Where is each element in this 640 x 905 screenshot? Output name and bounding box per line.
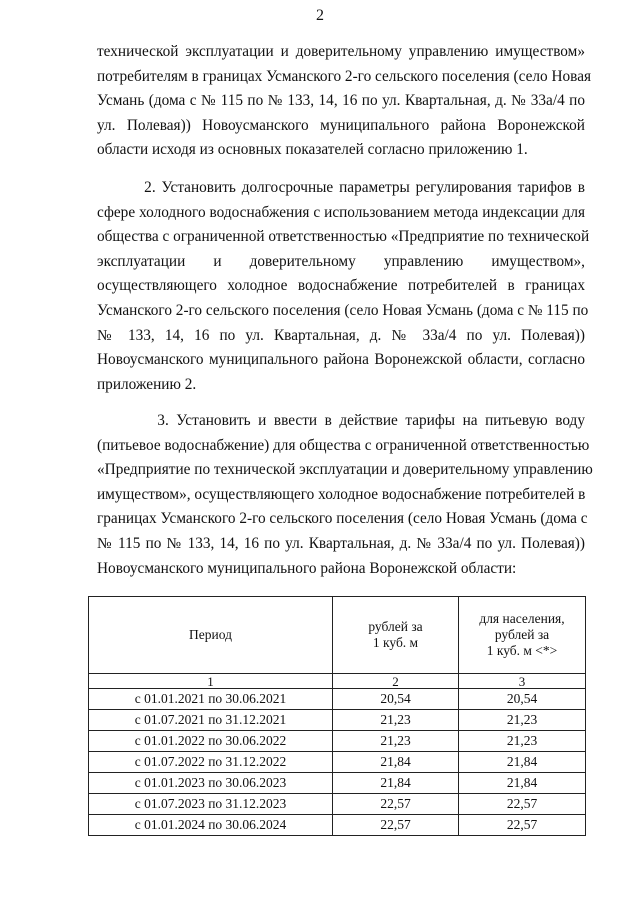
- table-row: [89, 773, 586, 794]
- table-row: [89, 752, 586, 773]
- text-line: 2. Установить долгосрочные параметры регулирования тарифов в: [97, 179, 585, 196]
- cell-rub: 21,84: [333, 773, 459, 794]
- table-row: [89, 731, 586, 752]
- cell-rub: 21,23: [333, 731, 459, 752]
- text-line: области исходя из основных показателей согласно приложению 1.: [97, 141, 528, 159]
- paragraph-intro-continuation: [97, 40, 592, 163]
- cell-population: 22,57: [459, 815, 586, 836]
- text-line: Новоусманского муниципального района Воронежской области, согласно: [97, 351, 585, 369]
- text-line: потребителям в границах Усманского 2-го сельского поселения (село Новая: [97, 67, 592, 85]
- header-line: 1 куб. м: [372, 635, 419, 650]
- header-line: 1 куб. м <*>: [486, 643, 558, 658]
- text-line: приложению 2.: [97, 375, 197, 393]
- text-line: «Предприятие по технической эксплуатации и доверительному управлению: [97, 461, 593, 479]
- cell-population: 21,84: [459, 773, 586, 794]
- cell-period: с 01.07.2023 по 31.12.2023: [89, 794, 333, 815]
- table-header-row: [89, 597, 586, 674]
- cell-period: с 01.01.2023 по 30.06.2023: [89, 773, 333, 794]
- cell-population: 21,23: [459, 731, 586, 752]
- header-period: Период: [89, 597, 333, 674]
- header-population: [459, 597, 586, 674]
- text-line: № 115 по № 133, 14, 16 по ул. Квартальная, д. № 33а/4 по ул. Полевая)): [97, 534, 585, 552]
- header-rub-per-m3: [333, 597, 459, 674]
- cell-rub: 22,57: [333, 794, 459, 815]
- cell-population: 20,54: [459, 689, 586, 710]
- column-number: 3: [459, 674, 586, 689]
- cell-rub: 22,57: [333, 815, 459, 836]
- header-line: рублей за: [368, 619, 423, 634]
- text-line: Новоусманского муниципального района Воронежской области:: [97, 559, 517, 577]
- cell-population: 22,57: [459, 794, 586, 815]
- table-row: [89, 794, 586, 815]
- text-line: имуществом», осуществляющего холодное водоснабжение потребителей в: [97, 485, 586, 503]
- paragraph-item-3: [97, 409, 593, 581]
- text-line: эксплуатации и доверительному управлению имуществом»,: [97, 252, 585, 270]
- cell-rub: 20,54: [333, 689, 459, 710]
- text-line: технической эксплуатации и доверительному управлению имуществом»: [97, 43, 585, 60]
- header-line: для населения,: [479, 611, 565, 626]
- cell-period: с 01.07.2021 по 31.12.2021: [89, 710, 333, 731]
- text-line: ул. Полевая)) Новоусманского муниципального района Воронежской: [97, 116, 585, 134]
- table-row: [89, 689, 586, 710]
- paragraph-item-2: [97, 176, 590, 397]
- text-line: № 133, 14, 16 по ул. Квартальная, д. № 33а/4 по ул. Полевая)): [97, 326, 585, 344]
- cell-period: с 01.01.2021 по 30.06.2021: [89, 689, 333, 710]
- text-line: 3. Установить и ввести в действие тарифы на питьевую воду: [97, 412, 585, 429]
- text-line: границах Усманского 2-го сельского поселения (село Новая Усмань (дома с: [97, 510, 588, 528]
- text-line: (питьевое водоснабжение) для общества с ограниченной ответственностью: [97, 436, 590, 454]
- page-number: 2: [316, 7, 324, 24]
- header-line: рублей за: [494, 627, 550, 642]
- text-line: Усманского 2-го сельского поселения (село Новая Усмань (дома с № 115 по: [97, 301, 589, 319]
- cell-period: с 01.01.2024 по 30.06.2024: [89, 815, 333, 836]
- cell-rub: 21,23: [333, 710, 459, 731]
- text-line: осуществляющего холодное водоснабжение потребителей в границах: [97, 277, 585, 295]
- text-line: общества с ограниченной ответственностью «Предприятие по технической: [97, 228, 590, 246]
- column-number-row: [89, 674, 586, 689]
- text-line: сфере холодного водоснабжения с использованием метода индексации для: [97, 203, 585, 221]
- table-row: [89, 710, 586, 731]
- column-number: 1: [89, 674, 333, 689]
- table-row: [89, 815, 586, 836]
- cell-population: 21,84: [459, 752, 586, 773]
- cell-period: с 01.01.2022 по 30.06.2022: [89, 731, 333, 752]
- column-number: 2: [333, 674, 459, 689]
- text-line: Усмань (дома с № 115 по № 133, 14, 16 по ул. Квартальная, д. № 33а/4 по: [97, 92, 585, 110]
- cell-period: с 01.07.2022 по 31.12.2022: [89, 752, 333, 773]
- cell-population: 21,23: [459, 710, 586, 731]
- tariff-table: [88, 596, 586, 836]
- cell-rub: 21,84: [333, 752, 459, 773]
